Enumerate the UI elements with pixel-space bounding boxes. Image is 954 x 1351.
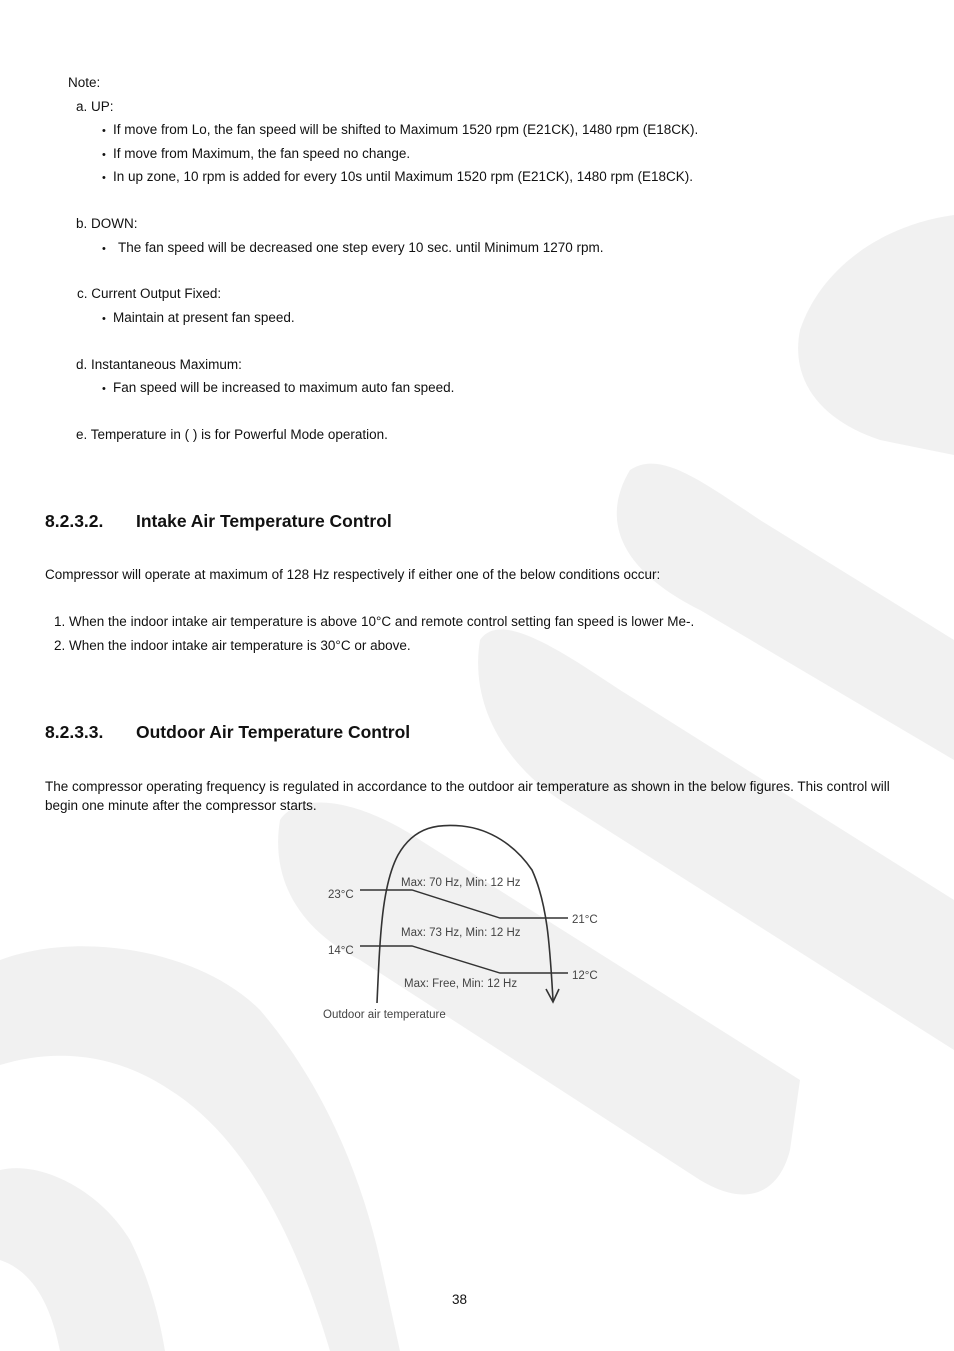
section-heading-outdoor: [45, 722, 410, 743]
bullet-item: [102, 122, 698, 137]
left-temp-label: 14°C: [328, 945, 354, 957]
section-number: 8.2.3.3.: [45, 722, 104, 742]
bullet-item: [102, 146, 410, 161]
zone-label: Max: 73 Hz, Min: 12 Hz: [401, 927, 521, 939]
note-item-heading: DOWN:: [91, 216, 138, 231]
condition-text: When the indoor intake air temperature is 30°C or above.: [69, 638, 411, 653]
note-item-heading: Instantaneous Maximum:: [91, 357, 242, 372]
bullet-text: If move from Maximum, the fan speed no change.: [113, 146, 411, 161]
intake-intro: Compressor will operate at maximum of 128 Hz respectively if either one of the below conditions occur:: [45, 567, 661, 582]
bullet-item: [102, 240, 604, 255]
zone-label: Max: Free, Min: 12 Hz: [404, 978, 518, 990]
lower-threshold-line: [360, 946, 568, 973]
section-title: Intake Air Temperature Control: [136, 511, 392, 531]
page-number: 38: [452, 1292, 468, 1307]
bullet-item: [102, 310, 295, 325]
note-heading: Note:: [68, 75, 101, 90]
condition-number: 2.: [54, 638, 66, 653]
bullet-text: Maintain at present fan speed.: [113, 310, 295, 325]
note-item-c: [77, 286, 221, 301]
note-item-a: [76, 99, 114, 114]
section-title: Outdoor Air Temperature Control: [136, 722, 411, 742]
bullet-text: The fan speed will be decreased one step every 10 sec. until Minimum 1270 rpm.: [118, 240, 604, 255]
bullet-item: [102, 380, 454, 395]
note-item-heading: UP:: [91, 99, 114, 114]
section-heading-intake: [45, 511, 392, 532]
condition-item: [54, 638, 411, 653]
left-temp-label: 23°C: [328, 889, 354, 901]
upper-threshold-line: [360, 890, 568, 918]
note-item-letter: e.: [76, 427, 88, 442]
zone-label: Max: 70 Hz, Min: 12 Hz: [401, 877, 521, 889]
note-item-d: [76, 357, 242, 372]
note-item-e: [76, 427, 388, 442]
temperature-curve: [377, 825, 553, 1003]
bullet-text: Fan speed will be increased to maximum auto fan speed.: [113, 380, 455, 395]
bullet-item: [102, 169, 693, 184]
note-item-letter: d.: [76, 357, 88, 372]
section-number: 8.2.3.2.: [45, 511, 104, 531]
note-item-letter: b.: [76, 216, 88, 231]
outdoor-temp-control-diagram: [300, 815, 620, 1035]
condition-number: 1.: [54, 614, 66, 629]
outdoor-paragraph: The compressor operating frequency is regulated in accordance to the outdoor air temperature as shown in the below figures. This control will begin one minute after the compressor starts.: [45, 779, 890, 813]
note-item-letter: a.: [76, 99, 88, 114]
condition-item: [54, 614, 694, 629]
right-temp-label: 12°C: [572, 970, 598, 982]
note-item-heading: Current Output Fixed:: [91, 286, 222, 301]
bullet-text: In up zone, 10 rpm is added for every 10s until Maximum 1520 rpm (E21CK), 1480 rpm (E18CK).: [113, 169, 694, 184]
bullet-text: If move from Lo, the fan speed will be shifted to Maximum 1520 rpm (E21CK), 1480 rpm (E18CK).: [113, 122, 699, 137]
right-temp-label: 21°C: [572, 914, 598, 926]
condition-text: When the indoor intake air temperature is above 10°C and remote control setting fan speed is lower Me-.: [69, 614, 695, 629]
note-item-heading: Temperature in ( ) is for Powerful Mode operation.: [90, 427, 388, 442]
note-item-b: [76, 216, 138, 231]
axis-label: Outdoor air temperature: [323, 1009, 446, 1021]
note-item-letter: c.: [77, 286, 88, 301]
